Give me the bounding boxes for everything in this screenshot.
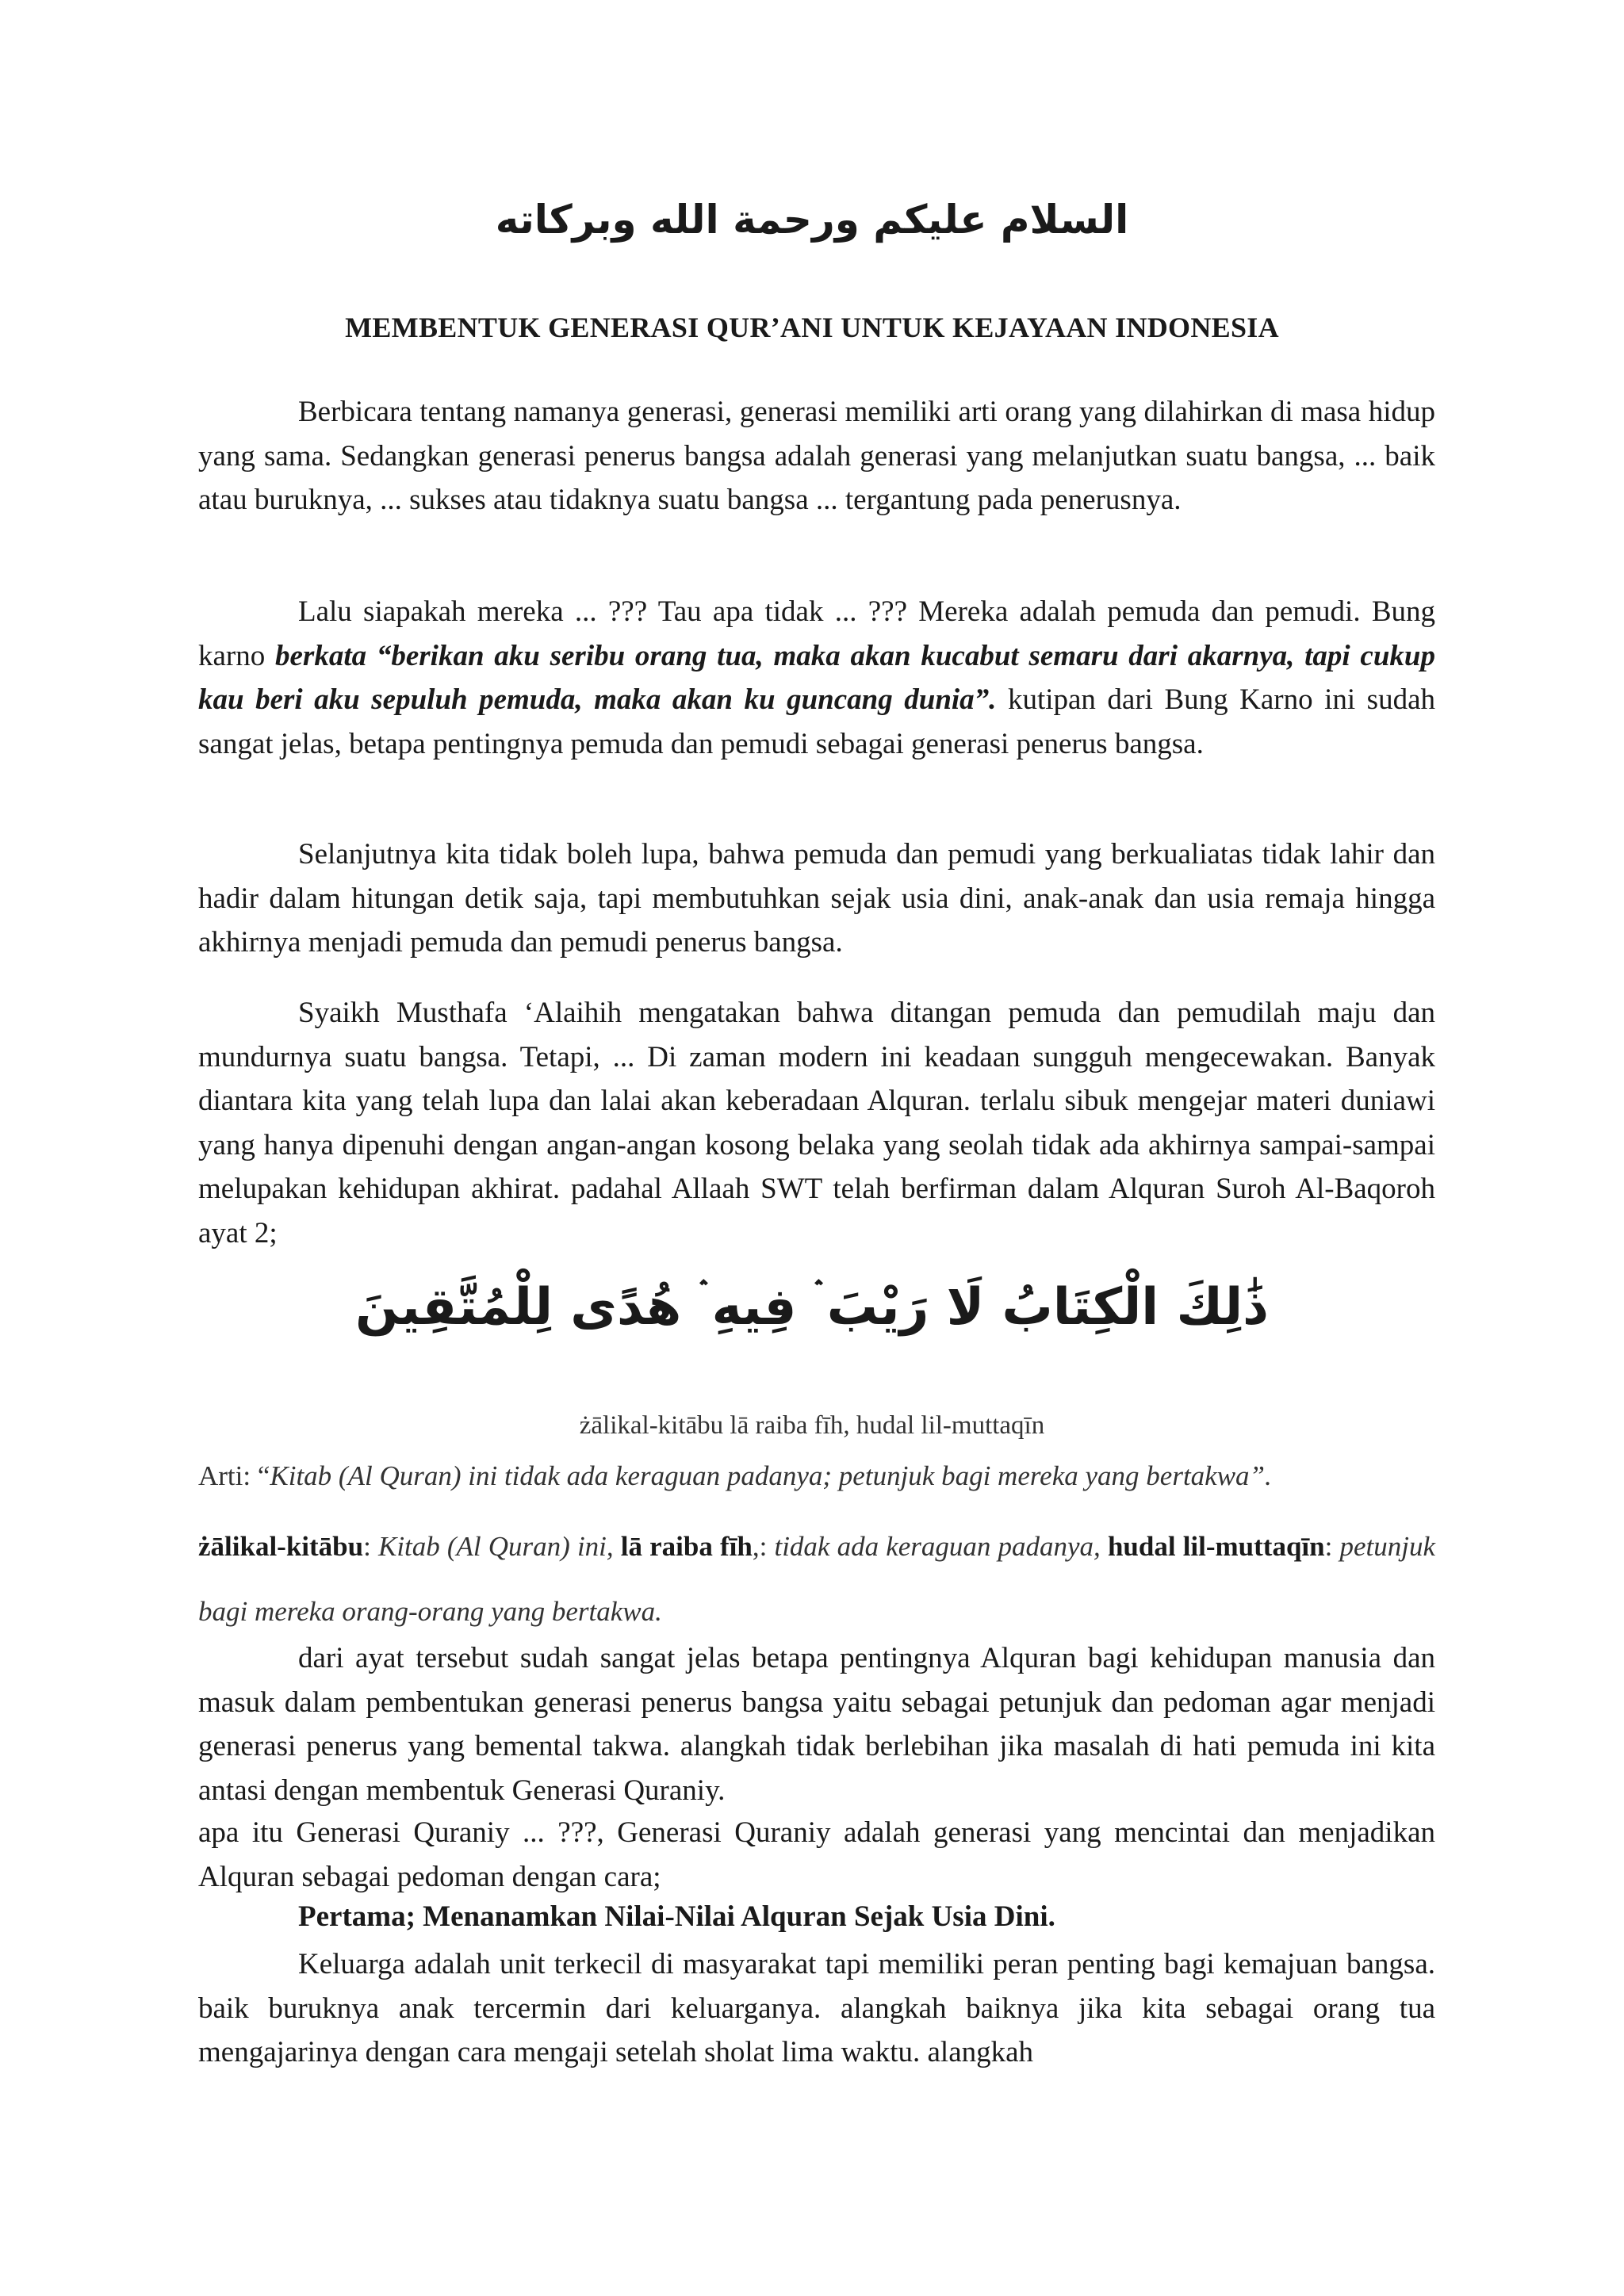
translation-label: Arti: “ [198,1460,270,1491]
glossary-meaning-3: petunjuk bagi mereka orang-orang yang bertakwa. [198,1531,1436,1627]
glossary-term-3: hudal lil-muttaqīn [1107,1531,1325,1562]
glossary-term-1: żālikal-kitābu [198,1531,364,1562]
glossary-sep-2: ,: [752,1531,775,1562]
glossary-meaning-2: tidak ada keraguan padanya, [774,1531,1101,1562]
arabic-greeting: السلام عليكم ورحمة الله وبركاته [495,197,1129,243]
paragraph-4: Syaikh Musthafa ‘Alaihih mengatakan bahwa ditangan pemuda dan pemudilah maju dan mundurnya suatu bangsa. Tetapi, ... Di zaman modern ini keadaan sungguh mengecewakan. Banyak diantara kita yang telah lupa dan lalai akan keberadaan Alquran. terlalu sibuk mengejar materi duniawi yang hanya dipenuhi dengan angan-angan kosong belaka yang seolah tidak ada akhirnya sampai-sampai melupakan kehidupan akhirat. padahal Allaah SWT telah berfirman dalam Alquran Suroh Al-Baqoroh ayat 2; [198,997,1435,1249]
glossary-sep-1: : [363,1531,378,1562]
paragraph-2 [198,590,1435,766]
verse-transliteration: żālikal-kitābu lā raiba fīh, hudal lil-muttaqīn [579,1411,1045,1440]
paragraph-2-lead: Lalu siapakah mereka ... ??? Tau apa tidak ... ??? Mereka adalah pemuda dan pemudi. Bung karno [198,595,1435,672]
quran-verse-arabic: ذَٰلِكَ الْكِتَابُ لَا رَيْبَ ۛ فِيهِ ۛ هُدًى لِلْمُتَّقِينَ [355,1278,1269,1337]
paragraph-1: Berbicara tentang namanya generasi, generasi memiliki arti orang yang dilahirkan di masa hidup yang sama. Sedangkan generasi penerus bangsa adalah generasi yang melanjutkan suatu bangsa, ... baik atau buruknya, ... sukses atau tidaknya suatu bangsa ... tergantung pada penerusnya. [198,396,1435,516]
glossary-meaning-1: Kitab (Al Quran) ini, [377,1531,614,1562]
glossary-sep-3: : [1324,1531,1340,1562]
translation-text: Kitab (Al Quran) ini tidak ada keraguan padanya; petunjuk bagi mereka yang bertakwa”. [270,1460,1272,1491]
verse-translation [198,1460,1435,1492]
section-subheading: Pertama; Menanamkan Nilai-Nilai Alquran Sejak Usia Dini. [298,1900,1055,1933]
document-title: MEMBENTUK GENERASI QUR’ANI UNTUK KEJAYAAN INDONESIA [345,312,1279,343]
paragraph-2-tail: kutipan dari Bung Karno ini sudah sangat jelas, betapa pentingnya pemuda dan pemudi sebagai generasi penerus bangsa. [198,683,1435,760]
bung-karno-quote: berkata “berikan aku seribu orang tua, maka akan kucabut semaru dari akarnya, tapi cukup kau beri aku sepuluh pemuda, maka akan ku guncang dunia”. [198,639,1435,716]
word-glossary [198,1514,1435,1644]
paragraph-7: Keluarga adalah unit terkecil di masyarakat tapi memiliki peran penting bagi kemajuan bangsa. baik buruknya anak tercermin dari keluarganya. alangkah baiknya jika kita sebagai orang tua mengajarinya dengan cara mengaji setelah sholat lima waktu. alangkah [198,1948,1435,2068]
paragraph-3: Selanjutnya kita tidak boleh lupa, bahwa pemuda dan pemudi yang berkualiatas tidak lahir dan hadir dalam hitungan detik saja, tapi membutuhkan sejak usia dini, anak-anak dan usia remaja hingga akhirnya menjadi pemuda dan pemudi penerus bangsa. [198,838,1435,959]
glossary-term-2: lā raiba fīh [620,1531,753,1562]
paragraph-5: dari ayat tersebut sudah sangat jelas betapa pentingnya Alquran bagi kehidupan manusia dan masuk dalam pembentukan generasi penerus bangsa yaitu sebagai petunjuk dan pedoman agar menjadi generasi penerus yang bemental takwa. alangkah tidak berlebihan jika masalah di hati pemuda ini kita antasi dengan membentuk Generasi Quraniy. [198,1642,1435,1807]
paragraph-6: apa itu Generasi Quraniy ... ???, Generasi Quraniy adalah generasi yang mencintai dan menjadikan Alquran sebagai pedoman dengan cara; [198,1816,1435,1893]
